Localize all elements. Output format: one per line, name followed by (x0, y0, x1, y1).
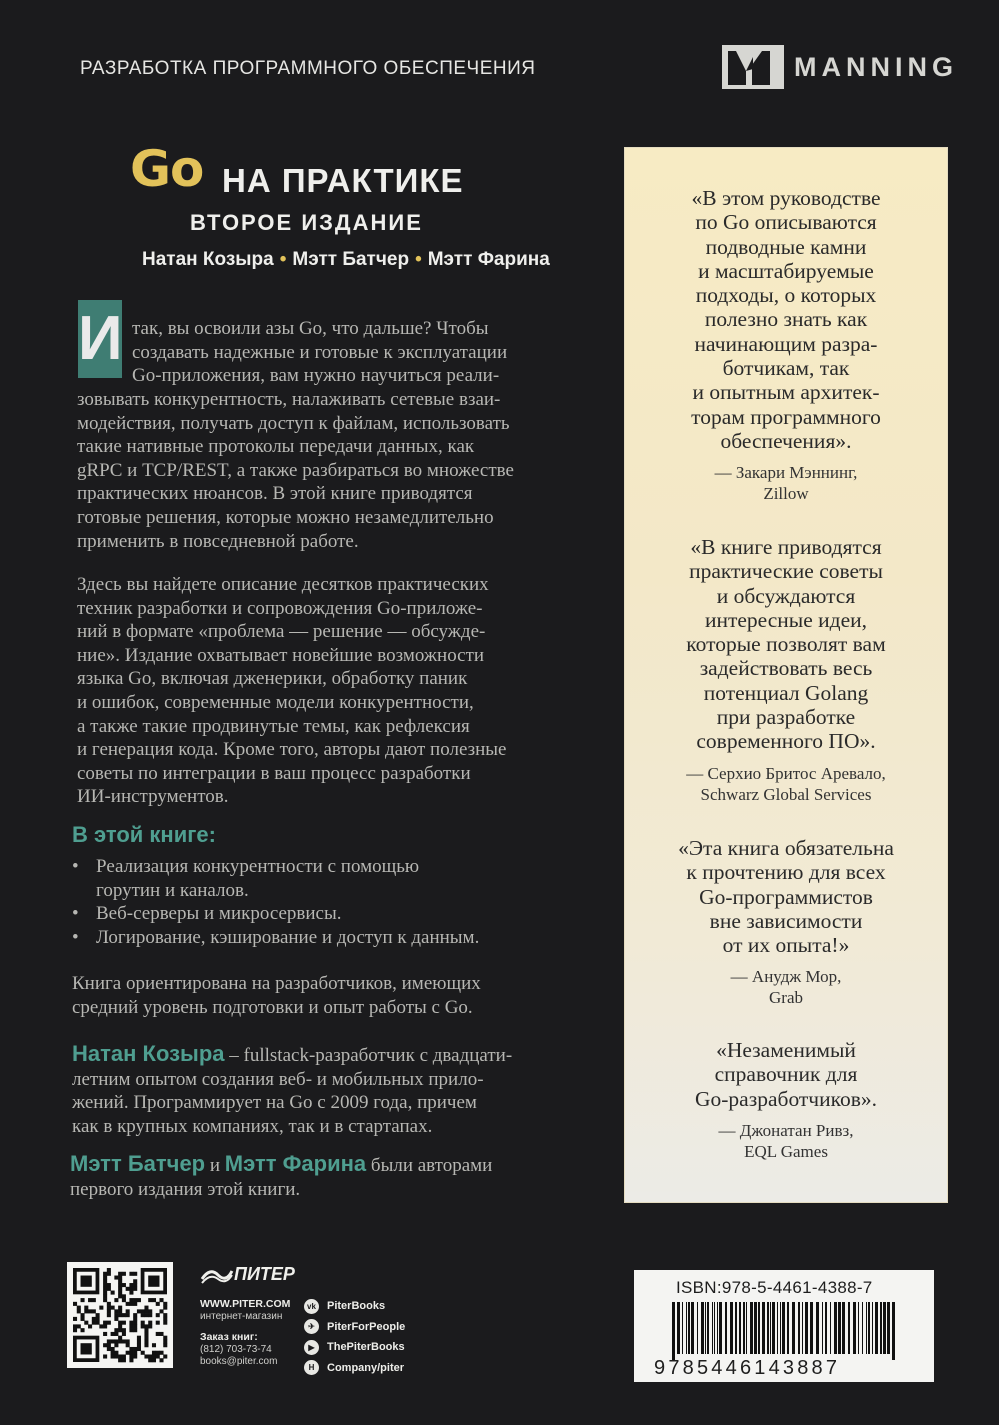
piter-wave-icon (200, 1265, 234, 1285)
social-link-video[interactable] (304, 1337, 405, 1358)
bio-text: были авторами (366, 1155, 493, 1176)
feature-text: Веб-серверы и микросервисы. (96, 903, 342, 925)
manning-logo (722, 45, 958, 89)
intro-line: практических нюансов. В этой книге приводятся (77, 483, 473, 505)
vk-icon: vk (304, 1299, 319, 1314)
in-book-heading: В этой книге: (72, 822, 216, 847)
title-edition: ВТОРОЕ ИЗДАНИЕ (190, 210, 423, 235)
description-line: ний в формате «проблема — решение — обсужде- (77, 621, 486, 643)
author-name: Мэтт Фарина (427, 249, 550, 270)
author-bio-1 (72, 1042, 512, 1138)
bio-line: первого издания этой книги. (70, 1178, 301, 1200)
intro-line: так, вы освоили азы Go, что дальше? Чтобы (132, 318, 489, 339)
social-label: PiterForPeople (327, 1320, 406, 1333)
bio-author-name: Натан Козыра (72, 1041, 225, 1066)
description-line: Здесь вы найдете описание десятков практических (77, 574, 489, 595)
feature-text: Логирование, кэширование и доступ к данным. (96, 926, 480, 948)
intro-paragraph-top (132, 317, 507, 388)
intro-line: применить в повседневной работе. (77, 530, 359, 552)
description-line: советы по интеграции в ваш процесс разработки (77, 762, 471, 784)
social-label: Company/piter (327, 1361, 405, 1374)
qr-code-icon (67, 1262, 173, 1368)
author-bio-2 (70, 1152, 492, 1201)
telegram-icon: ✈ (304, 1319, 319, 1334)
author-name: Мэтт Батчер (292, 249, 410, 270)
manning-m-logo-icon (722, 45, 784, 89)
audience-line: средний уровень подготовки и опыт работы с Go. (72, 996, 473, 1018)
piter-contacts (200, 1298, 290, 1368)
order-email[interactable]: books@piter.com (200, 1356, 278, 1367)
quote-panel (624, 147, 948, 1203)
order-label: Заказ книг: (200, 1331, 258, 1343)
bio-first-line (72, 1042, 512, 1068)
description-line: а также такие продвинутые темы, как рефлексия (77, 715, 470, 737)
series-label: РАЗРАБОТКА ПРОГРАММНОГО ОБЕСПЕЧЕНИЯ (80, 58, 536, 79)
intro-line: gRPC и TCP/REST, а также разбираться во множестве (77, 459, 514, 481)
audience-line: Книга ориентирована на разработчиков, имеющих (72, 973, 481, 994)
piter-logo (200, 1264, 295, 1285)
habr-icon: H (304, 1360, 319, 1375)
barcode-digits: 9785446143887 (654, 1357, 841, 1379)
quote-block (625, 1038, 947, 1162)
drop-cap: И (78, 300, 122, 378)
isbn-text: ISBN:978-5-4461-4388-7 (676, 1278, 873, 1297)
bio-line: как в крупных компаниях, так и в стартапах. (72, 1115, 433, 1137)
intro-line: модействия, получать доступ к файлам, использовать (77, 412, 510, 434)
description-paragraph (77, 573, 507, 809)
bullet-icon: • (72, 926, 79, 948)
social-link-habr[interactable] (304, 1358, 405, 1379)
bio-first-line (70, 1152, 492, 1178)
bullet-icon: • (72, 856, 79, 877)
bio-line: жений. Программирует на Go с 2009 года, причем (72, 1092, 477, 1114)
description-line: языка Go, включая дженерики, обработку паник (77, 668, 468, 690)
piter-logo-text: ПИТЕР (234, 1264, 295, 1284)
social-label: ThePiterBooks (327, 1341, 405, 1354)
quote-author: — Анудж Мор, Grab (730, 967, 842, 1008)
intro-line: такие нативные протоколы передачи данных, как (77, 436, 475, 458)
quote-block (625, 535, 947, 805)
intro-line: Go-приложения, вам нужно научиться реали- (132, 365, 500, 387)
title-main: НА ПРАКТИКЕ (222, 162, 464, 199)
bio-author-name: Мэтт Батчер (70, 1151, 206, 1176)
bullet-icon: • (72, 903, 79, 925)
feature-text: Реализация конкурентности с помощью горутин и каналов. (96, 856, 420, 901)
order-phone: (812) 703-73-74 (200, 1344, 272, 1355)
quote-text: «Эта книга обязательна к прочтению для всех Go-программистов вне зависимости от их опыта!» (678, 836, 894, 958)
feature-list (72, 855, 479, 949)
social-link-vk[interactable] (304, 1296, 405, 1317)
publisher-name: MANNING (794, 51, 958, 82)
description-line: и ошибок, современные модели конкурентности, (77, 691, 474, 713)
bio-author-name: Мэтт Фарина (224, 1151, 367, 1176)
intro-line: создавать надежные и готовые к эксплуатации (132, 341, 508, 363)
description-line: ние». Издание охватывает новейшие возможности (77, 644, 485, 666)
author-separator: • (279, 249, 287, 270)
social-links (304, 1296, 405, 1378)
intro-paragraph-rest (77, 388, 514, 553)
title-go: Go (130, 140, 204, 198)
feature-list-item (72, 926, 479, 950)
social-label: PiterBooks (327, 1300, 386, 1313)
feature-list-item (72, 855, 479, 902)
quote-text: «В книге приводятся практические советы и обсуждаются интересные идеи, которые позволят вам задействовать весь потенциал Golang при разработке современного ПО». (686, 535, 886, 754)
author-list (142, 249, 550, 271)
audience-paragraph (72, 972, 481, 1019)
description-line: техник разработки и сопровождения Go-приложе- (77, 597, 483, 619)
quote-author: — Серхио Бритос Аревало, Schwarz Global Services (686, 763, 886, 804)
quote-block (625, 186, 947, 504)
play-icon: ▶ (304, 1340, 319, 1355)
piter-site-caption: интернет-магазин (200, 1311, 283, 1322)
description-line: и генерация кода. Кроме того, авторы дают полезные (77, 739, 507, 761)
bio-text: и (205, 1155, 225, 1176)
author-name: Натан Козыра (142, 249, 274, 270)
author-separator: • (415, 249, 422, 270)
quote-text: «Незаменимый справочник для Go-разработчиков». (694, 1038, 877, 1111)
description-line: ИИ-инструментов. (77, 786, 229, 808)
piter-site[interactable]: WWW.PITER.COM (200, 1298, 291, 1310)
quote-author: — Джонатан Ривз, EQL Games (718, 1120, 854, 1161)
feature-list-item (72, 902, 479, 926)
bio-line: летним опытом создания веб- и мобильных прило- (72, 1068, 484, 1090)
bio-text: – fullstack-разработчик с двадцати- (224, 1045, 513, 1066)
quote-block (625, 836, 947, 1008)
social-link-telegram[interactable] (304, 1317, 405, 1338)
qr-code (67, 1262, 173, 1368)
intro-line: зовывать конкурентность, налаживать сетевые взаи- (77, 389, 501, 410)
intro-line: готовые решения, которые можно незамедлительно (77, 506, 494, 528)
quote-text: «В этом руководстве по Go описываются подводные камни и масштабируемые подходы, о которых полезно знать как начинающим разра- ботчикам, так и опытным архитек- торам программного обеспечения». (691, 186, 881, 453)
quote-author: — Закари Мэннинг, Zillow (714, 463, 858, 504)
